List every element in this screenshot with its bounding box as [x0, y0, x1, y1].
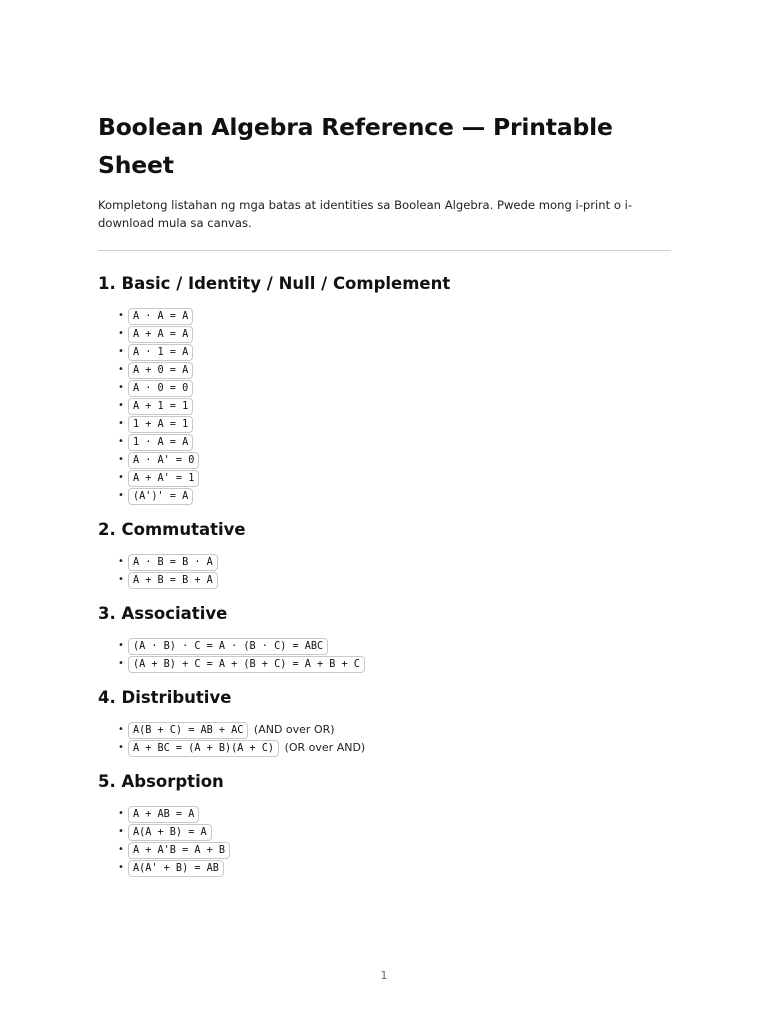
section-heading: 3. Associative	[98, 604, 228, 623]
bullet-icon: •	[118, 640, 124, 651]
bullet-icon: •	[118, 742, 124, 753]
bullet-icon: •	[118, 658, 124, 669]
section-associative	[98, 601, 671, 673]
bullet-icon: •	[118, 844, 124, 855]
law-item	[118, 397, 671, 415]
law-expression: A + AB = A	[128, 806, 199, 823]
law-expression: A + A' = 1	[128, 470, 199, 487]
law-item	[118, 379, 671, 397]
law-expression: 1 · A = A	[128, 434, 193, 451]
section-commutative	[98, 517, 671, 589]
bullet-icon: •	[118, 436, 124, 447]
law-item	[118, 637, 671, 655]
law-note: (OR over AND)	[284, 741, 366, 754]
page-title: Boolean Algebra Reference — Printable Sheet	[98, 113, 613, 179]
law-expression: A + A = A	[128, 326, 193, 343]
bullet-icon: •	[118, 310, 124, 321]
law-expression: A + A'B = A + B	[128, 842, 230, 859]
law-expression: (A · B) · C = A · (B · C) = ABC	[128, 638, 328, 655]
page-number: 1	[380, 969, 388, 982]
bullet-icon: •	[118, 454, 124, 465]
bullet-icon: •	[118, 862, 124, 873]
law-expression: (A')' = A	[128, 488, 193, 505]
bullet-icon: •	[118, 418, 124, 429]
law-item	[118, 415, 671, 433]
bullet-icon: •	[118, 328, 124, 339]
bullet-icon: •	[118, 574, 124, 585]
law-item	[118, 307, 671, 325]
bullet-icon: •	[118, 556, 124, 567]
law-item	[118, 451, 671, 469]
law-list	[98, 307, 671, 505]
bullet-icon: •	[118, 364, 124, 375]
law-expression: A(A + B) = A	[128, 824, 212, 841]
law-item	[118, 325, 671, 343]
section-heading: 1. Basic / Identity / Null / Complement	[98, 274, 451, 293]
law-expression: A + B = B + A	[128, 572, 218, 589]
law-expression: A + 1 = 1	[128, 398, 193, 415]
law-expression: A + 0 = A	[128, 362, 193, 379]
law-item	[118, 721, 671, 739]
intro-paragraph: Kompletong listahan ng mga batas at identities sa Boolean Algebra. Pwede mong i-print o i-download mula sa canvas.	[98, 198, 633, 230]
bullet-icon: •	[118, 808, 124, 819]
law-expression: A + BC = (A + B)(A + C)	[128, 740, 279, 757]
law-list	[98, 805, 671, 877]
bullet-icon: •	[118, 346, 124, 357]
section-heading: 4. Distributive	[98, 688, 232, 707]
section-distributive	[98, 685, 671, 757]
law-item	[118, 553, 671, 571]
law-expression: (A + B) + C = A + (B + C) = A + B + C	[128, 656, 365, 673]
law-list	[98, 637, 671, 673]
law-expression: A(A' + B) = AB	[128, 860, 224, 877]
section-heading: 2. Commutative	[98, 520, 246, 539]
divider	[98, 250, 671, 251]
law-item	[118, 655, 671, 673]
law-item	[118, 469, 671, 487]
law-item	[118, 859, 671, 877]
bullet-icon: •	[118, 382, 124, 393]
bullet-icon: •	[118, 400, 124, 411]
section-basic-identity	[98, 271, 671, 505]
law-expression: A · A = A	[128, 308, 193, 325]
bullet-icon: •	[118, 826, 124, 837]
law-item	[118, 823, 671, 841]
law-item	[118, 571, 671, 589]
law-item	[118, 805, 671, 823]
law-expression: A(B + C) = AB + AC	[128, 722, 248, 739]
law-item	[118, 343, 671, 361]
law-item	[118, 487, 671, 505]
law-note: (AND over OR)	[253, 723, 335, 736]
law-expression: A · 0 = 0	[128, 380, 193, 397]
law-list	[98, 553, 671, 589]
law-expression: 1 + A = 1	[128, 416, 193, 433]
law-list	[98, 721, 671, 757]
section-heading: 5. Absorption	[98, 772, 224, 791]
law-expression: A · A' = 0	[128, 452, 199, 469]
printable-sheet	[98, 108, 671, 877]
law-item	[118, 361, 671, 379]
law-expression: A · 1 = A	[128, 344, 193, 361]
law-item	[118, 433, 671, 451]
law-item	[118, 739, 671, 757]
bullet-icon: •	[118, 472, 124, 483]
bullet-icon: •	[118, 490, 124, 501]
section-absorption	[98, 769, 671, 877]
law-expression: A · B = B · A	[128, 554, 218, 571]
bullet-icon: •	[118, 724, 124, 735]
law-item	[118, 841, 671, 859]
